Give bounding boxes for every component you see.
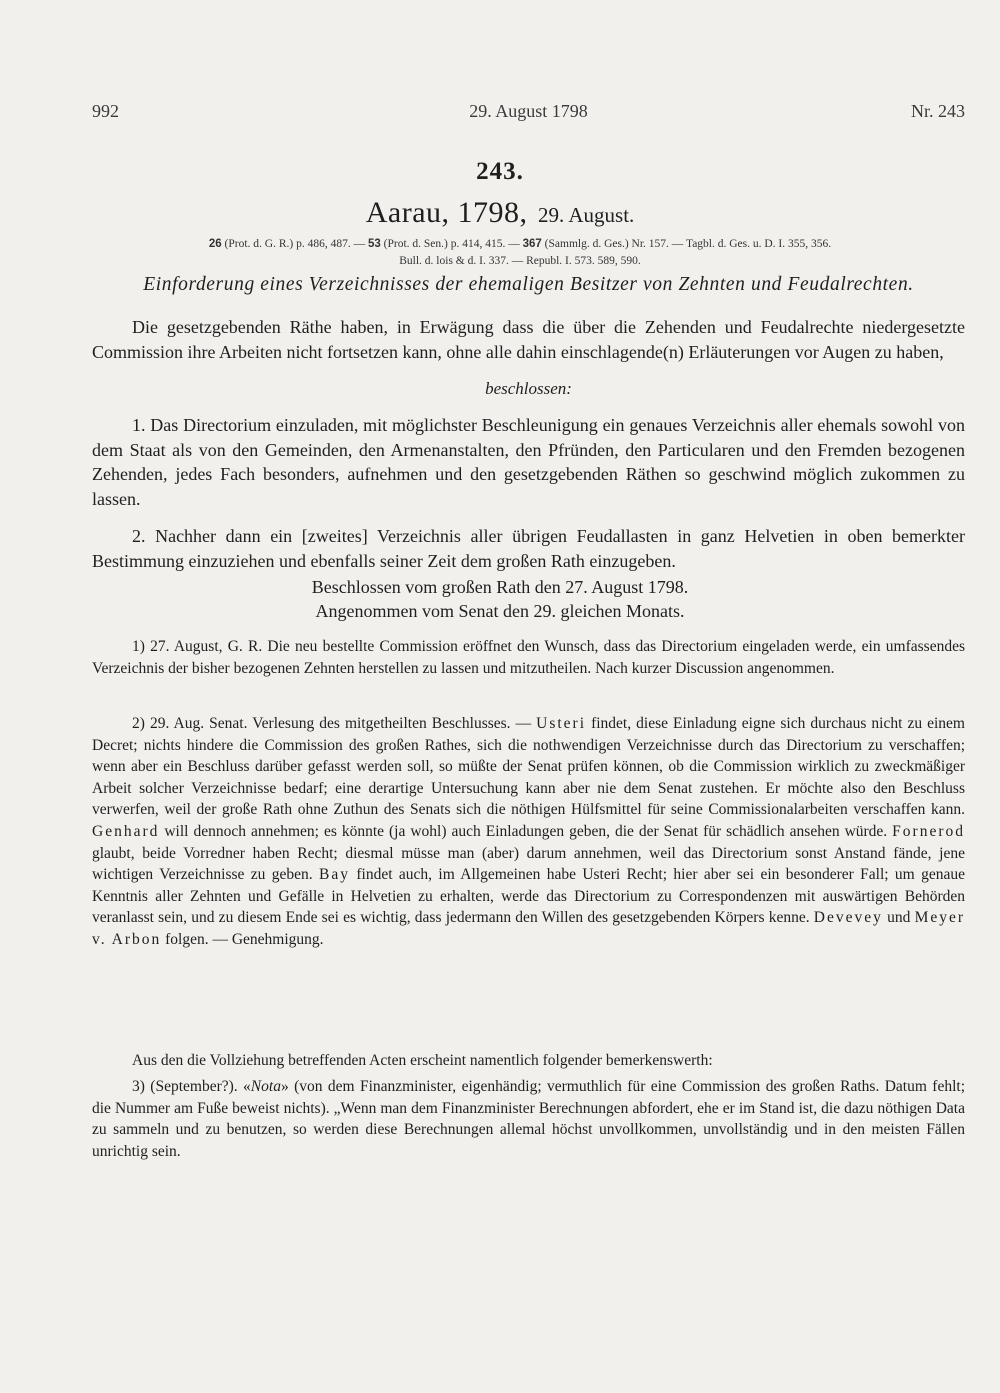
note-text: glaubt, beide Vorredner haben Recht; diesmal müsse man (aber) darum annehmen, weil das Directorium sonst Anstand fände, jene wichtigen Verzeichnisse zu geben. (92, 844, 965, 884)
note-acts-intro: Aus den die Vollziehung betreffenden Acten erscheint namentlich folgender bemerkenswerth: (132, 1052, 713, 1069)
note-3 (92, 1076, 965, 1162)
header-document-number: Nr. 243 (911, 101, 965, 121)
note-text: 2) 29. Aug. Senat. Verlesung des mitgetheilten Beschlusses. — (132, 715, 537, 732)
note-text: will dennoch annehmen; es könnte (ja wohl) auch Einladungen geben, die der Senat für schädlich ansehen würde. (159, 822, 893, 840)
header-date: 29. August 1798 (469, 101, 588, 121)
document-subject: Einforderung eines Verzeichnisses der ehemaligen Besitzer von Zehnten und Feudalrechten. (143, 274, 914, 295)
ref-text: (Prot. d. G. R.) p. 486, 487. — (221, 238, 368, 250)
note-text: 3) (September?). « (132, 1078, 251, 1095)
note-text: und (882, 909, 915, 927)
closing-great-council: Beschlossen vom großen Rath den 27. August 1798. (311, 577, 689, 597)
note-text: » (von dem Finanzminister, eigenhändig; vermuthlich für eine Commission des großen Raths. Datum fehlt; die Nummer am Fuße beweist nichts). „Wenn man dem Finanzminister Berechnungen abfordert, ehe er im Stand ist, die dazu nöthigen Data zu sammeln und zu benutzen, so werden diese Berechnungen allemal höchst unvollkommen, unvollständig und in den meisten Fällen unrichtig sein. (92, 1078, 965, 1160)
nota-title: Nota (250, 1078, 281, 1095)
closing-senate: Angenommen vom Senat den 29. gleichen Monats. (315, 601, 685, 621)
ref-text: (Sammlg. d. Ges.) Nr. 157. — Tagbl. d. Ges. u. D. I. 355, 356. (541, 238, 832, 250)
note-text: findet, diese Einladung eigne sich durchaus nicht zu einem Decret; nichts hindere die Commission des großen Rathes, sich die nothwendigen Verzeichnisse durch das Directorium zu verschaffen; wenn aber ein Beschluss darüber gefasst werden soll, so müßte der Senat prüfen können, ob die Commission wirklich zu zweckmäßiger Arbeit solcher Verzeichnisse bedarf; eine derartige Untersuchung kann aber nie dem Senat zustehen. Er möchte also den Beschluss verwerfen, weil der große Rath ohne Zuthun des Senats sich die nöthigen Hülfsmittel für seine Commissionalarbeiten verschaffen kann. (92, 715, 965, 819)
source-references-line1 (130, 236, 910, 252)
speaker-name: Genhard (92, 822, 160, 840)
document-number: 243. (476, 158, 524, 185)
resolved-heading: beschlossen: (485, 379, 572, 398)
speaker-name: Usteri (536, 715, 587, 732)
source-references-line2: Bull. d. lois & d. I. 337. — Republ. I. 573. 589, 590. (399, 255, 641, 267)
ref-text: (Prot. d. Sen.) p. 414, 415. — (380, 238, 523, 250)
ref-number: 26 (208, 238, 222, 250)
resolution-item-2: 2. Nachher dann ein [zweites] Verzeichnis aller übrigen Feudallasten in ganz Helvetien in oben bemerkter Bestimmung einzuziehen und ebenfalls seiner Zeit dem großen Rath einzugeben. (92, 526, 965, 571)
speaker-name: Bay (319, 866, 351, 884)
document-date: 29. August. (538, 203, 635, 227)
running-header (92, 101, 965, 125)
speaker-name: Devevey (813, 909, 883, 927)
note-1: 1) 27. August, G. R. Die neu bestellte Commission eröffnet den Wunsch, dass das Directorium eingeladen werde, ein umfassendes Verzeichnis der bisher bezogenen Zehnten herstellen zu lassen und mitzutheilen. Nach kurzer Discussion angenommen. (92, 638, 965, 677)
resolution-item-1: 1. Das Directorium einzuladen, mit möglichster Beschleunigung ein genaues Verzeichnis aller ehemals sowohl von dem Staat als von den Gemeinden, den Armenanstalten, den Pfründen, den Particularen und den Fremden bezogenen Zehenden, jedes Fach besonders, aufnehmen und den gesetzgebenden Räthen so geschwind möglich zukommen zu lassen. (92, 415, 965, 509)
ref-number: 367 (522, 238, 542, 250)
place-year: Aarau, 1798, (365, 196, 528, 229)
ref-number: 53 (367, 238, 381, 250)
note-text: findet auch, im Allgemeinen habe Usteri Recht; hier aber sei ein besonderer Fall; um genaue Kenntnis aller Zehnten und Gefälle in Helvetien zu erhalten, werde das Directorium zu Correspondenzen mit auswärtigen Behörden veranlasst sein, und zu diesem Ende sei es wichtig, dass jedermann den Willen des gesetzgebenden Körpers kenne. (92, 866, 965, 927)
note-2 (92, 713, 965, 951)
speaker-name: Meyer v. Arbon (92, 909, 966, 948)
intro-paragraph: Die gesetzgebenden Räthe haben, in Erwägung dass die über die Zehenden und Feudalrechte niedergesetzte Commission ihre Arbeiten nicht fortsetzen kann, ohne alle dahin einschlagende(n) Erläuterungen vor Augen zu haben, (92, 317, 965, 362)
document-place-date (0, 196, 1000, 230)
page-number: 992 (92, 101, 119, 121)
note-text: folgen. — Genehmigung. (161, 930, 324, 948)
speaker-name: Fornerod (892, 822, 965, 840)
